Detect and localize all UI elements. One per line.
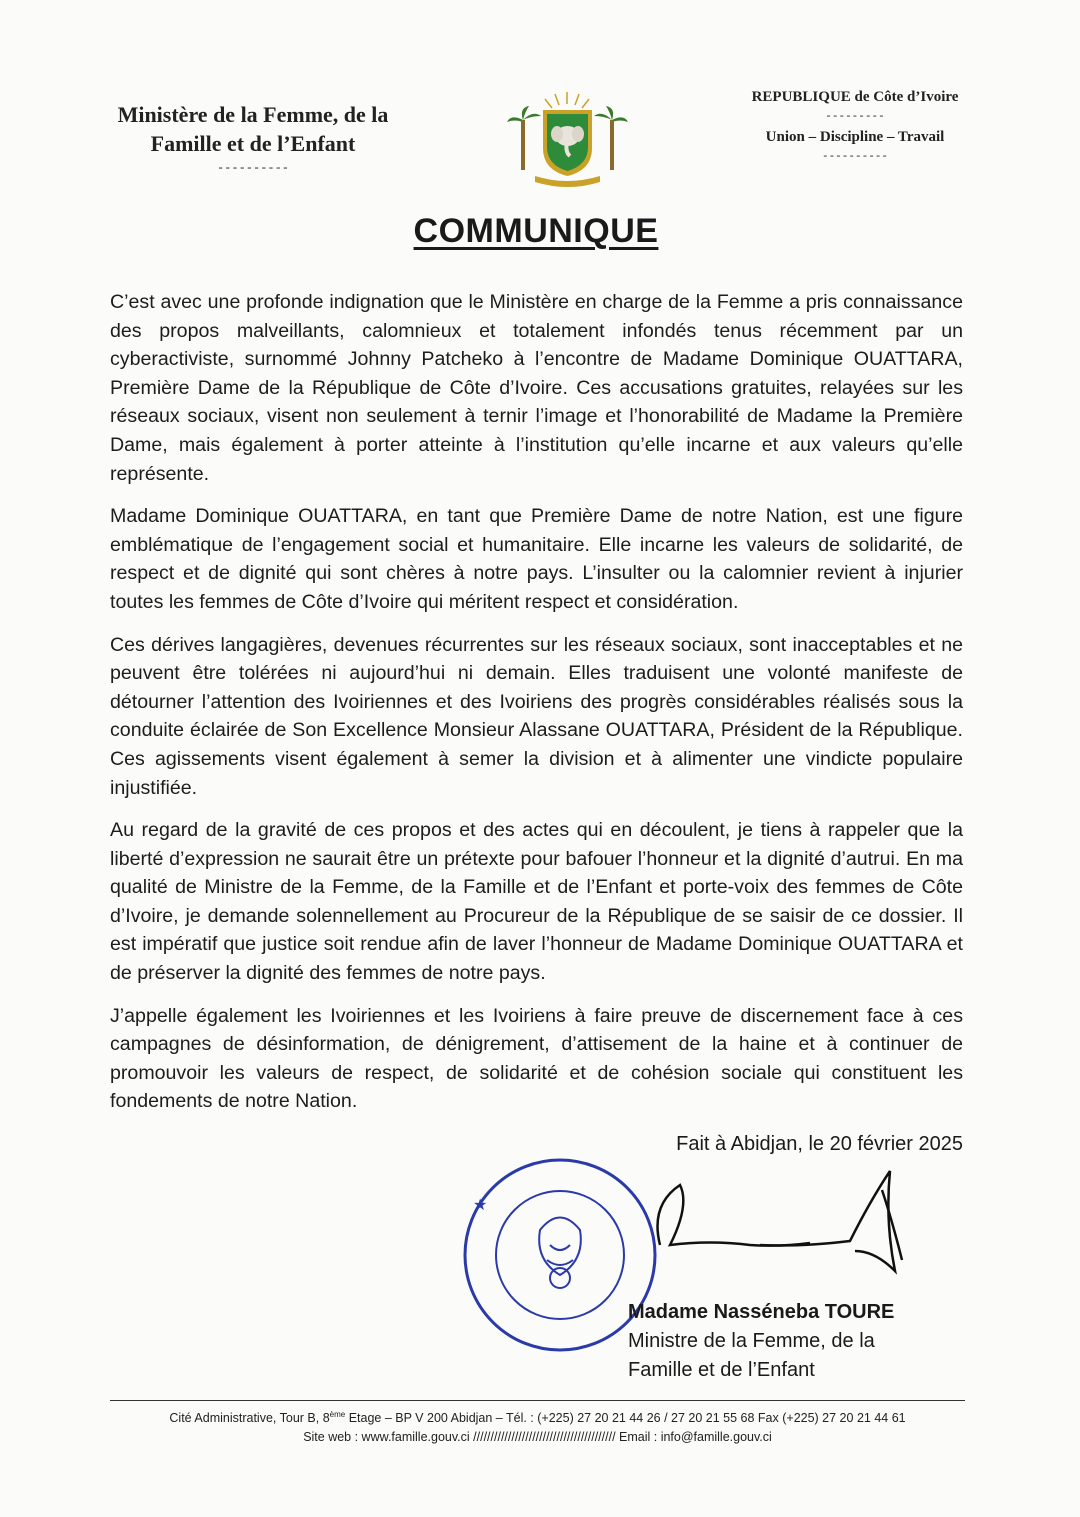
republic-name: REPUBLIQUE de Côte d’Ivoire: [751, 89, 959, 105]
ministry-name-line2: Famille et de l’Enfant: [150, 131, 356, 156]
document-title-text: COMMUNIQUE: [413, 212, 659, 250]
paragraph-5: J’appelle également les Ivoiriennes et les Ivoiriens à faire preuve de discernement face à ces campagnes de désinformation, de dénigrement, d’attisement de la haine et à continuer de promouvoir les valeurs de respect, de solidarité et de cohésion sociale qui constituent les fondements de notre Nation.: [110, 1004, 963, 1113]
signatory-title-line2: Famille et de l’Enfant: [628, 1359, 815, 1381]
republic-header: [730, 86, 980, 166]
footer-divider: [110, 1400, 965, 1401]
ministry-header: [88, 100, 418, 178]
paragraph-3: Ces dérives langagières, devenues récurrentes sur les réseaux sociaux, sont inacceptables et ne peuvent être tolérées ni aujourd’hui ni demain. Elles traduisent une volonté manifeste de détourner l’attention des Ivoiriennes et des Ivoiriens des progrès considérables réalisés sous la conduite éclairée de Son Excellence Monsieur Alassane OUATTARA, Président de la République. Ces agissements visent également à semer la division et à alimenter une vindicte populaire injustifiée.: [110, 633, 963, 799]
footer-contact: [90, 1405, 985, 1447]
footer-web-email-line: Site web : www.famille.gouv.ci ///////////////////////////////////////// Email : info@famille.gouv.ci: [303, 1430, 772, 1445]
footer-address-part2: Etage – BP V 200 Abidjan – Tél. : (+225) 27 20 21 44 26 / 27 20 21 55 68 Fax (+225) 27 20 21 44 61: [345, 1411, 906, 1426]
document-title: [0, 212, 1072, 251]
stamp-star: ★: [473, 1197, 488, 1214]
footer-address-part1: Cité Administrative, Tour B, 8: [169, 1411, 330, 1426]
republic-separator-2: ----------: [821, 151, 888, 163]
paragraph-2: Madame Dominique OUATTARA, en tant que Première Dame de notre Nation, est une figure emblématique de l’engagement social et humanitaire. Elle incarne les valeurs de solidarité, de respect et de dignité qui sont chères à notre pays. L’insulter ou la calomnier revient à injurier toutes les femmes de Côte d’Ivoire qui méritent respect et considération.: [110, 505, 963, 613]
footer-floor-superscript: ème: [329, 1410, 346, 1419]
communique-body: [110, 288, 963, 1130]
ministry-name-line1: Ministère de la Femme, de la: [117, 102, 389, 127]
footer-address-line: [90, 1405, 985, 1428]
handwritten-signature-icon: [620, 1150, 930, 1280]
paragraph-4: Au regard de la gravité de ces propos et des actes qui en découlent, je tiens à rappeler que la liberté d’expression ne saurait être un prétexte pour bafouer l’honneur et la dignité d’autrui. En ma qualité de Ministre de la Femme, de la Famille et de l’Enfant et porte-voix des femmes de Côte d’Ivoire, je demande solennellement au Procureur de la République de se saisir de ce dossier. Il est impératif que justice soit rendue afin de laver l’honneur de Madame Dominique OUATTARA et de préserver la dignité des femmes de notre pays.: [110, 819, 963, 985]
signatory-block: [628, 1298, 958, 1385]
signatory-title-line1: Ministre de la Femme, de la: [628, 1330, 875, 1352]
coat-of-arms-icon: [505, 90, 630, 190]
ministry-separator: ----------: [216, 161, 289, 175]
date-line: Fait à Abidjan, le 20 février 2025: [676, 1133, 963, 1155]
republic-separator-1: ---------: [825, 111, 885, 123]
national-motto: Union – Discipline – Travail: [765, 129, 945, 145]
paragraph-1: C’est avec une profonde indignation que le Ministère en charge de la Femme a pris connaissance des propos malveillants, calomnieux et totalement infondés tenus récemment par un cyberactiviste, surnommé Johnny Patcheko à l’encontre de Madame Dominique OUATTARA, Première Dame de la République de Côte d’Ivoire. Ces accusations gratuites, relayées sur les réseaux sociaux, visent non seulement à ternir l’image et l’honorabilité de Madame la Première Dame, mais également à porter atteinte à l’institution qu’elle incarne et aux valeurs qu’elle représente.: [110, 291, 963, 485]
signatory-name: Madame Nasséneba TOURE: [628, 1301, 895, 1323]
